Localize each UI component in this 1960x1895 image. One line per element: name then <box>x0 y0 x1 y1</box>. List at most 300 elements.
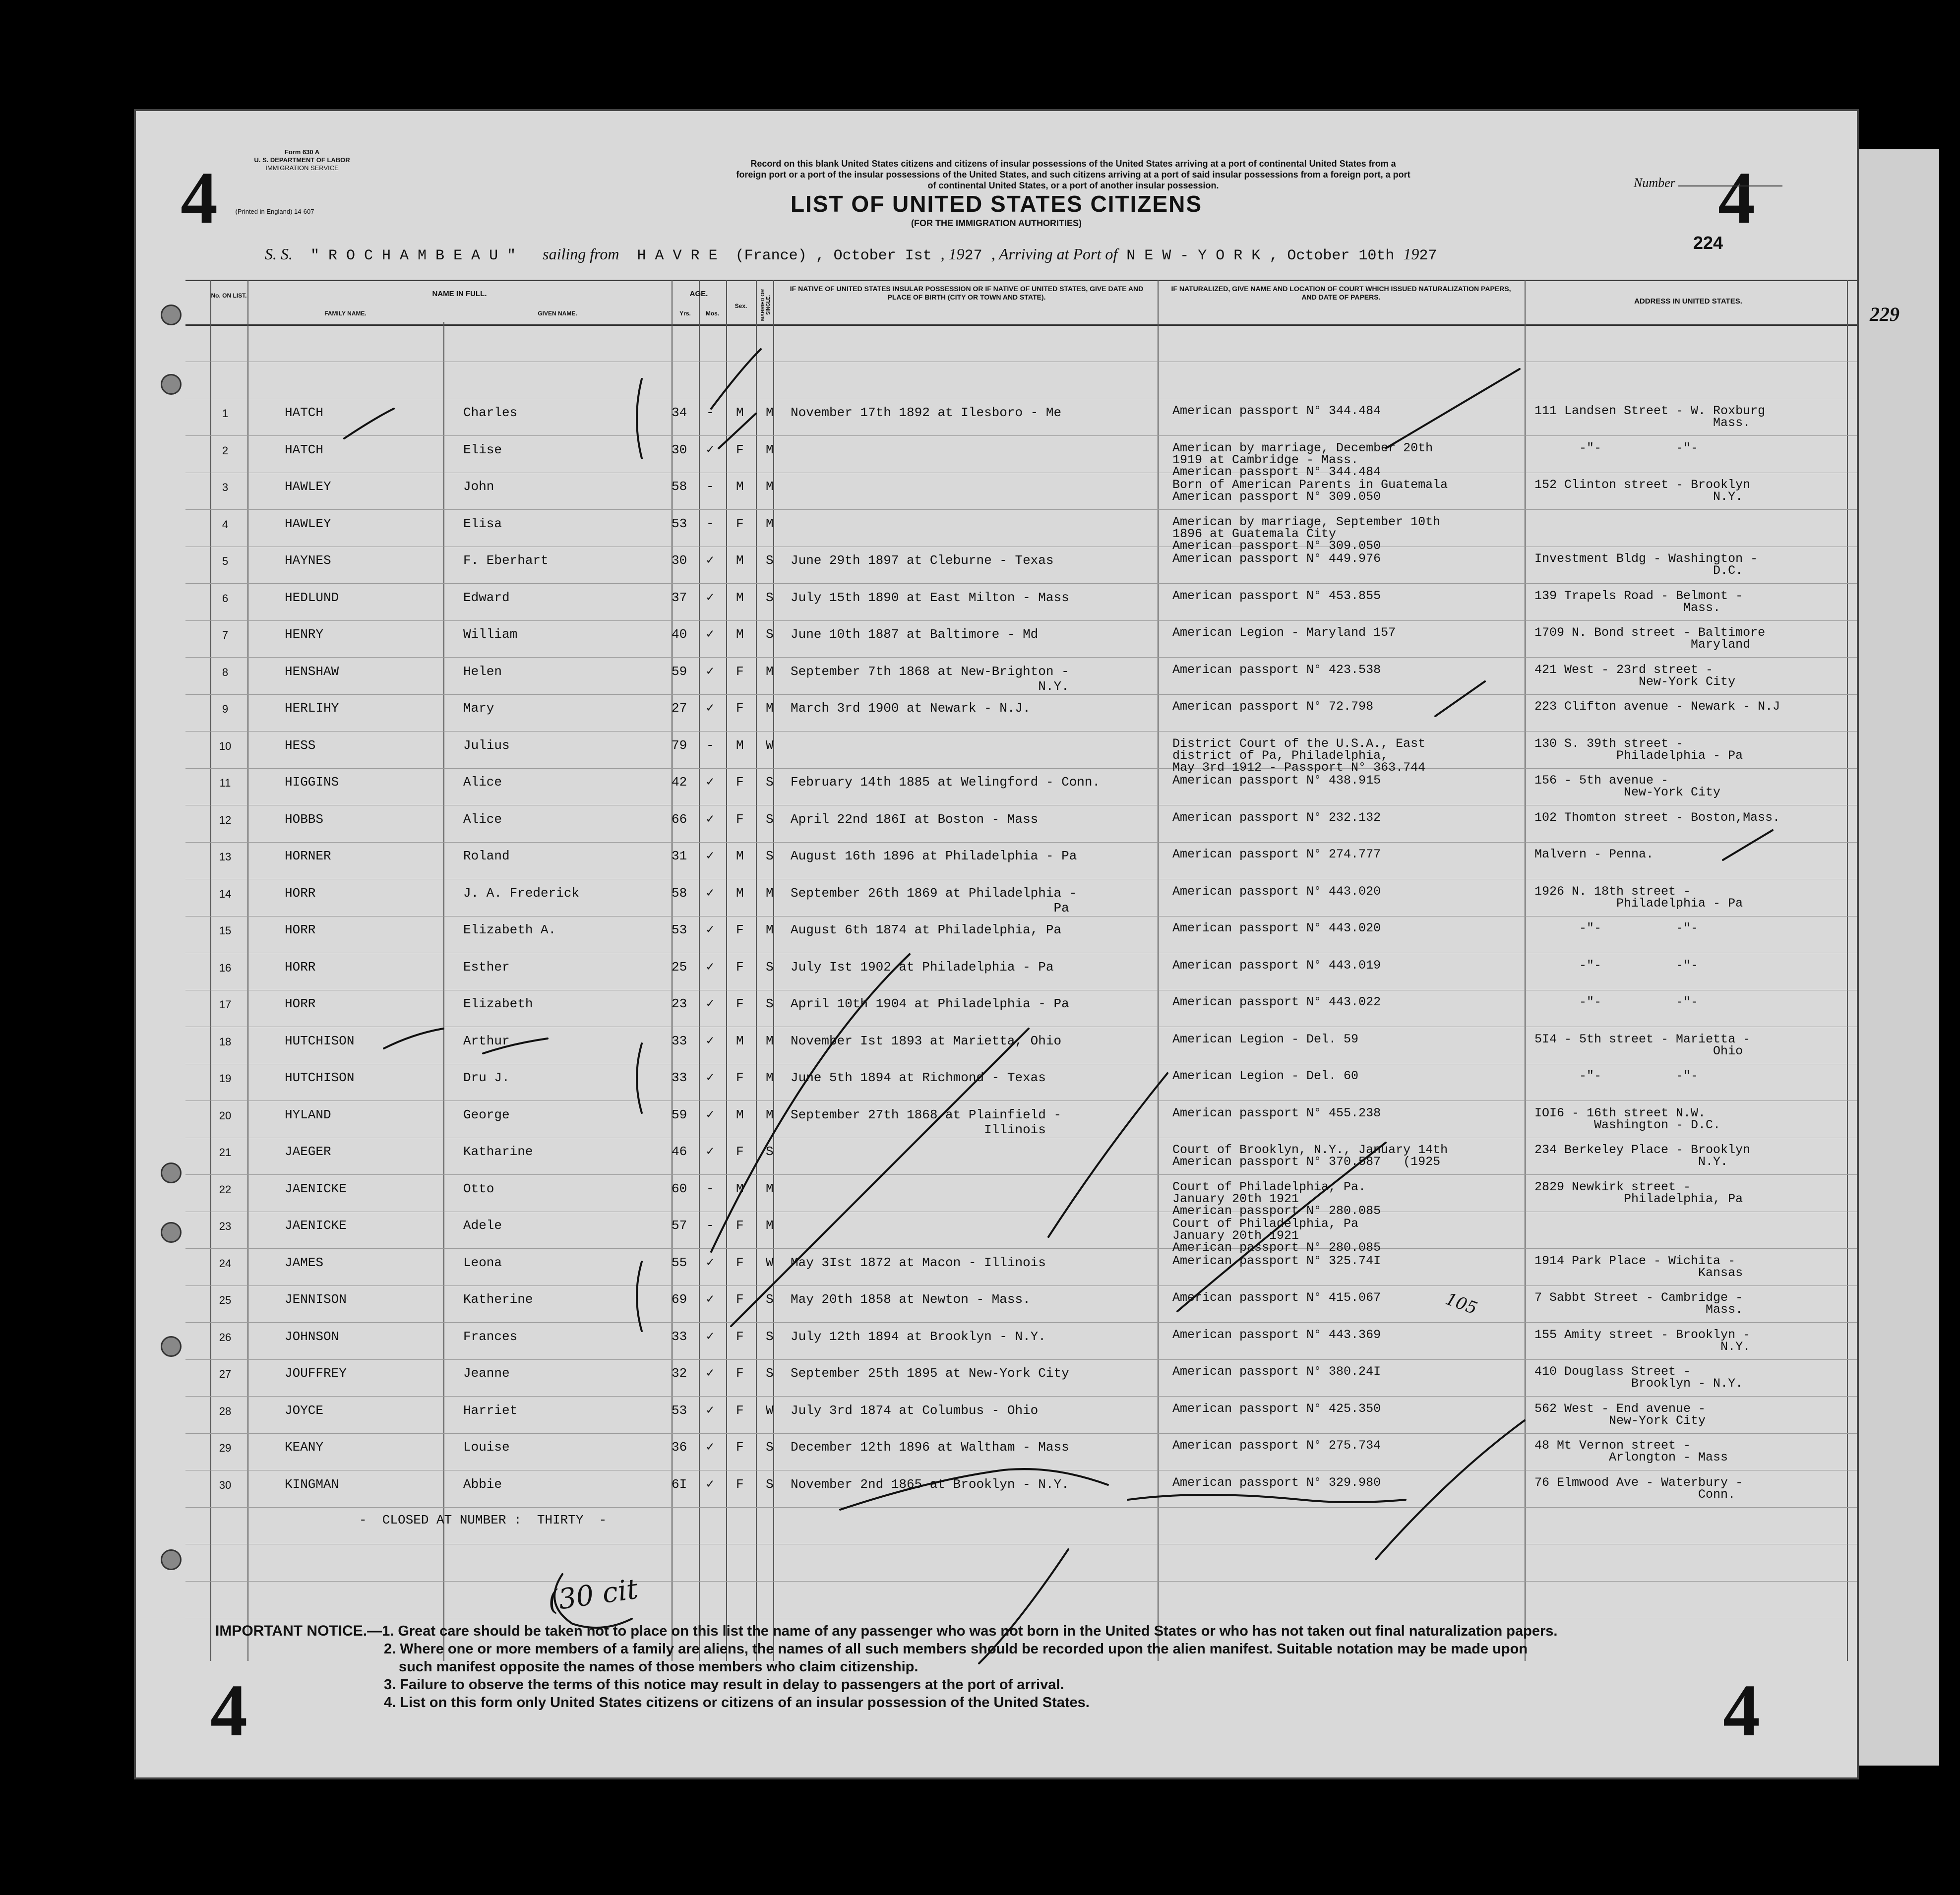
marital-status: M <box>766 1218 774 1233</box>
marital-status: M <box>766 1033 774 1048</box>
naturalization-info: American passport N° 455.238 <box>1172 1105 1381 1120</box>
birth-info: June 29th 1897 at Cleburne - Texas <box>791 553 1054 568</box>
age-years: 57 <box>672 1218 687 1233</box>
sex: F <box>736 442 744 457</box>
family-name: HYLAND <box>285 1107 331 1122</box>
given-name: Harriet <box>463 1403 518 1418</box>
given-name: F. Eberhart <box>463 553 549 568</box>
row-number: 5 <box>222 555 229 567</box>
family-name: HORR <box>285 996 316 1011</box>
birth-info: August 6th 1874 at Philadelphia, Pa <box>791 922 1062 937</box>
naturalization-info: American passport N° 232.132 <box>1172 810 1381 825</box>
age-months-mark: ✓ <box>706 922 714 937</box>
naturalization-info: Court of Philadelphia, Pa. January 20th 1921 American passport N° 280.085 <box>1172 1179 1381 1218</box>
age-months-mark: ✓ <box>706 1476 714 1492</box>
us-address: 1709 N. Bond street - Baltimore Maryland <box>1534 625 1766 652</box>
age-months-mark: ✓ <box>706 701 714 716</box>
header-instruction-line: of continental United States, or a port of another insular possession. <box>927 181 1219 190</box>
side-stamp: 229 <box>1870 303 1899 325</box>
family-name: HATCH <box>285 442 324 457</box>
age-years: 27 <box>672 701 687 716</box>
page-stamp: 224 <box>1693 233 1723 253</box>
age-years: 58 <box>672 479 687 494</box>
age-years: 33 <box>672 1070 687 1085</box>
us-address: -"- -"- <box>1534 958 1699 973</box>
birth-info: November 2nd 1865 at Brooklyn - N.Y. <box>791 1476 1069 1492</box>
given-name: George <box>463 1107 510 1122</box>
birth-info: September 7th 1868 at New-Brighton - N.Y. <box>791 664 1069 694</box>
arrival-year: 27 <box>1419 247 1437 264</box>
age-months-mark: ✓ <box>706 1033 714 1048</box>
arrival-date: , October 10th <box>1269 247 1395 264</box>
naturalization-info: District Court of the U.S.A., East district of Pa, Philadelphia, May 3rd 1912 - Passport N° 363.744 <box>1172 736 1426 775</box>
naturalization-info: American passport N° 275.734 <box>1172 1438 1381 1453</box>
notice-item-4: 4. List on this form only United States citizens or citizens of an insular possession of the United States. <box>384 1695 1090 1711</box>
family-name: HAWLEY <box>285 479 331 494</box>
naturalization-info: American passport N° 443.020 <box>1172 921 1381 935</box>
naturalization-info: American passport N° 443.369 <box>1172 1327 1381 1342</box>
family-name: JOYCE <box>285 1403 324 1418</box>
us-address: 2829 Newkirk street - Philadelphia, Pa <box>1534 1179 1743 1206</box>
us-address: 562 West - End avenue - New-York City <box>1534 1401 1706 1428</box>
age-years: 33 <box>672 1033 687 1048</box>
given-name: Esther <box>463 959 510 975</box>
us-address: Investment Bldg - Washington - D.C. <box>1534 551 1758 578</box>
us-address: 152 Clinton street - Brooklyn N.Y. <box>1534 478 1751 504</box>
age-months-mark: - <box>706 405 714 420</box>
marital-status: M <box>766 885 774 901</box>
given-name: Roland <box>463 849 510 863</box>
age-years: 60 <box>672 1181 687 1196</box>
age-months-mark: ✓ <box>706 1144 714 1159</box>
page-subtitle: (FOR THE IMMIGRATION AUTHORITIES) <box>911 218 1082 228</box>
col-given: GIVEN NAME. <box>538 310 577 317</box>
naturalization-info: American passport N° 325.74I <box>1172 1253 1381 1268</box>
row-number: 15 <box>219 924 232 937</box>
naturalization-info: American passport N° 380.24I <box>1172 1364 1381 1379</box>
notice-lead: IMPORTANT NOTICE.— <box>215 1623 382 1639</box>
us-address: 130 S. 39th street - Philadelphia - Pa <box>1534 736 1743 763</box>
row-number: 30 <box>219 1478 232 1491</box>
marital-status: M <box>766 516 774 531</box>
row-number: 1 <box>222 407 229 420</box>
age-months-mark: - <box>706 1181 714 1196</box>
marital-status: S <box>766 553 774 568</box>
naturalization-info: American passport N° 443.019 <box>1172 958 1381 973</box>
given-name: Mary <box>463 701 494 716</box>
naturalization-info: American by marriage, September 10th 1896 at Guatemala City American passport N° 309.050 <box>1172 514 1441 553</box>
important-notice <box>215 1622 1852 1712</box>
sex: F <box>736 516 744 531</box>
form-number: Form 630 A <box>284 148 320 156</box>
sex: F <box>736 701 744 716</box>
age-years: 59 <box>672 664 687 679</box>
age-years: 59 <box>672 1107 687 1122</box>
family-name: HENSHAW <box>285 664 339 679</box>
age-months-mark: ✓ <box>706 1366 714 1381</box>
birth-info: September 27th 1868 at Plainfield - Illinois <box>791 1107 1062 1137</box>
us-address: IOI6 - 16th street N.W. Washington - D.C. <box>1534 1105 1721 1132</box>
arriving-label: , Arriving at Port of <box>991 245 1118 263</box>
notice-item-1: 1. Great care should be taken not to place on this list the name of any passenger who was not born in the United States or who has not taken out final naturalization papers. <box>382 1623 1558 1639</box>
row-number: 16 <box>219 961 232 974</box>
marital-status: M <box>766 1181 774 1196</box>
age-years: 33 <box>672 1329 687 1344</box>
naturalization-info: American Legion - Del. 59 <box>1172 1032 1359 1046</box>
corner-number-top-left: 4 <box>181 157 218 239</box>
row-number: 25 <box>219 1294 232 1306</box>
birth-info: September 26th 1869 at Philadelphia - Pa <box>791 885 1077 916</box>
marital-status: S <box>766 996 774 1011</box>
col-family: FAMILY NAME. <box>324 310 367 317</box>
row-number: 21 <box>219 1146 232 1159</box>
col-married: MARRIED OR SINGLE. <box>760 289 771 321</box>
age-months-mark: ✓ <box>706 1070 714 1085</box>
age-months-mark: ✓ <box>706 590 714 605</box>
marital-status: S <box>766 627 774 642</box>
sex: F <box>736 1476 744 1492</box>
sex: M <box>736 1181 744 1196</box>
naturalization-info: American passport N° 453.855 <box>1172 588 1381 603</box>
notice-item-2-cont: such manifest opposite the names of those members who claim citizenship. <box>399 1659 919 1675</box>
naturalization-info: American passport N° 274.777 <box>1172 847 1381 861</box>
age-months-mark: ✓ <box>706 1403 714 1418</box>
row-number: 17 <box>219 998 232 1011</box>
birth-info: February 14th 1885 at Welingford - Conn. <box>791 775 1101 790</box>
row-number: 19 <box>219 1072 232 1085</box>
row-number: 20 <box>219 1109 232 1122</box>
age-years: 37 <box>672 590 687 605</box>
page-title: LIST OF UNITED STATES CITIZENS <box>790 191 1203 217</box>
marital-status: W <box>766 1403 774 1418</box>
sex: M <box>736 627 744 642</box>
row-number: 4 <box>222 518 229 531</box>
age-months-mark: ✓ <box>706 1107 714 1122</box>
sex: M <box>736 553 744 568</box>
arrival-port: N E W - Y O R K <box>1126 247 1261 264</box>
given-name: Adele <box>463 1218 502 1233</box>
us-address: 102 Thomton street - Boston,Mass. <box>1534 810 1780 825</box>
us-address: -"- -"- <box>1534 1069 1699 1083</box>
handwriting-layer <box>136 111 1857 1777</box>
given-name: Dru J. <box>463 1070 510 1085</box>
sex: F <box>736 775 744 790</box>
birth-info: September 25th 1895 at New-York City <box>791 1366 1069 1381</box>
family-name: JOHNSON <box>285 1329 339 1344</box>
department-name: U. S. DEPARTMENT OF LABOR <box>254 156 350 164</box>
handwritten-count: (30 cit <box>546 1573 640 1618</box>
us-address: 111 Landsen Street - W. Roxburg Mass. <box>1534 404 1766 430</box>
col-no: No. ON LIST. <box>211 292 247 299</box>
age-months-mark: - <box>706 1218 714 1233</box>
given-name: John <box>463 479 494 494</box>
row-number: 2 <box>222 444 229 457</box>
family-name: HAWLEY <box>285 516 331 531</box>
sex: M <box>736 405 744 420</box>
sex: M <box>736 737 744 753</box>
row-number: 14 <box>219 887 232 900</box>
us-address: 48 Mt Vernon street - Arlongton - Mass <box>1534 1438 1728 1465</box>
age-months-mark: - <box>706 479 714 494</box>
row-number: 29 <box>219 1442 232 1454</box>
age-years: 32 <box>672 1366 687 1381</box>
age-years: 23 <box>672 996 687 1011</box>
sex: F <box>736 1218 744 1233</box>
family-name: HIGGINS <box>285 775 339 790</box>
family-name: HERLIHY <box>285 701 339 716</box>
family-name: JAENICKE <box>285 1181 347 1196</box>
service-name: IMMIGRATION SERVICE <box>265 164 339 172</box>
row-number: 8 <box>222 666 229 678</box>
age-years: 79 <box>672 737 687 753</box>
us-address: -"- -"- <box>1534 921 1699 935</box>
sex: M <box>736 1107 744 1122</box>
age-years: 31 <box>672 849 687 863</box>
us-address: 156 - 5th avenue - New-York City <box>1534 773 1721 799</box>
given-name: Elizabeth A. <box>463 922 556 937</box>
age-months-mark: - <box>706 737 714 753</box>
departure-port: H A V R E <box>637 247 718 264</box>
ship-name: " R O C H A M B E A U " <box>310 247 516 264</box>
naturalization-info: American passport N° 72.798 <box>1172 699 1374 714</box>
given-name: Leona <box>463 1255 502 1270</box>
marital-status: M <box>766 1107 774 1122</box>
sex: F <box>736 996 744 1011</box>
marital-status: M <box>766 442 774 457</box>
birth-info: July Ist 1902 at Philadelphia - Pa <box>791 959 1054 975</box>
row-number: 12 <box>219 813 232 826</box>
family-name: JAMES <box>285 1255 324 1270</box>
row-number: 7 <box>222 629 229 641</box>
col-sex: Sex. <box>735 303 747 309</box>
row-number: 3 <box>222 481 229 493</box>
given-name: Edward <box>463 590 510 605</box>
age-years: 53 <box>672 1403 687 1418</box>
given-name: Frances <box>463 1329 518 1344</box>
age-years: 36 <box>672 1440 687 1455</box>
age-months-mark: ✓ <box>706 885 714 901</box>
given-name: Alice <box>463 775 502 790</box>
naturalization-info: American passport N° 425.350 <box>1172 1401 1381 1416</box>
given-name: Julius <box>463 737 510 753</box>
col-naturalized: IF NATURALIZED, GIVE NAME AND LOCATION OF COURT WHICH ISSUED NATURALIZATION PAPERS, AND DATE OF PAPERS. <box>1171 285 1511 301</box>
age-years: 58 <box>672 885 687 901</box>
family-name: HESS <box>285 737 316 753</box>
col-address: ADDRESS IN UNITED STATES. <box>1634 297 1742 306</box>
naturalization-info: Court of Brooklyn, N.Y., January 14th American passport N° 370.587 (1925 <box>1172 1143 1448 1169</box>
sailing-label: sailing from <box>543 245 619 263</box>
family-name: HUTCHISON <box>285 1033 355 1048</box>
age-years: 46 <box>672 1144 687 1159</box>
given-name: Helen <box>463 664 502 679</box>
birth-info: July 15th 1890 at East Milton - Mass <box>791 590 1069 605</box>
row-number: 26 <box>219 1331 232 1344</box>
marital-status: S <box>766 1144 774 1159</box>
corner-number-bottom-right: 4 <box>1723 1669 1760 1752</box>
sex: F <box>736 1440 744 1455</box>
naturalization-info: American passport N° 344.484 <box>1172 404 1381 418</box>
age-months-mark: ✓ <box>706 1329 714 1344</box>
age-years: 55 <box>672 1255 687 1270</box>
row-number: 28 <box>219 1405 232 1417</box>
col-months: Mos. <box>705 310 720 317</box>
naturalization-info: Born of American Parents in Guatemala American passport N° 309.050 <box>1172 478 1448 504</box>
sex: F <box>736 1366 744 1381</box>
year-label: , 19 <box>940 245 965 263</box>
age-months-mark: ✓ <box>706 959 714 975</box>
sex: F <box>736 922 744 937</box>
row-number: 18 <box>219 1035 232 1048</box>
marital-status: S <box>766 775 774 790</box>
row-number: 27 <box>219 1368 232 1380</box>
corner-number-top-right: 4 <box>1718 157 1755 239</box>
us-address: 1914 Park Place - Wichita - Kansas <box>1534 1253 1743 1280</box>
age-years: 30 <box>672 442 687 457</box>
age-months-mark: ✓ <box>706 664 714 679</box>
us-address: 421 West - 23rd street - New-York City <box>1534 662 1736 689</box>
naturalization-info: American passport N° 443.022 <box>1172 995 1381 1009</box>
corner-number-bottom-left: 4 <box>210 1669 247 1752</box>
marital-status: M <box>766 479 774 494</box>
given-name: Katherine <box>463 1292 533 1307</box>
col-name: NAME IN FULL. <box>432 290 487 298</box>
marital-status: S <box>766 1292 774 1307</box>
us-address: 139 Trapels Road - Belmont - Mass. <box>1534 588 1743 615</box>
marital-status: S <box>766 590 774 605</box>
age-months-mark: ✓ <box>706 775 714 790</box>
row-number: 23 <box>219 1220 232 1232</box>
sex: M <box>736 590 744 605</box>
marital-status: S <box>766 1440 774 1455</box>
marital-status: M <box>766 1070 774 1085</box>
notice-item-2: 2. Where one or more members of a family are aliens, the names of all such members should be recorded upon the alien manifest. Suitable notation may be made upon <box>384 1641 1528 1657</box>
age-years: 40 <box>672 627 687 642</box>
age-months-mark: ✓ <box>706 553 714 568</box>
naturalization-info: American passport N° 443.020 <box>1172 884 1381 899</box>
row-number: 9 <box>222 703 229 715</box>
family-name: KEANY <box>285 1440 324 1455</box>
age-months-mark: - <box>706 516 714 531</box>
marital-status: S <box>766 1329 774 1344</box>
family-name: HATCH <box>285 405 324 420</box>
departure-date: , October Ist <box>815 247 932 264</box>
birth-info: May 3Ist 1872 at Macon - Illinois <box>791 1255 1046 1270</box>
us-address: -"- -"- <box>1534 995 1699 1009</box>
us-address: 1926 N. 18th street - Philadelphia - Pa <box>1534 884 1743 911</box>
age-years: 69 <box>672 1292 687 1307</box>
family-name: JENNISON <box>285 1292 347 1307</box>
age-years: 30 <box>672 553 687 568</box>
age-years: 25 <box>672 959 687 975</box>
marital-status: M <box>766 701 774 716</box>
birth-info: December 12th 1896 at Waltham - Mass <box>791 1440 1069 1455</box>
row-number: 10 <box>219 739 232 752</box>
given-name: Elise <box>463 442 502 457</box>
family-name: HEDLUND <box>285 590 339 605</box>
naturalization-info: Court of Philadelphia, Pa January 20th 1921 American passport N° 280.085 <box>1172 1217 1381 1255</box>
sex: F <box>736 811 744 827</box>
marital-status: S <box>766 1366 774 1381</box>
marital-status: M <box>766 664 774 679</box>
given-name: Jeanne <box>463 1366 510 1381</box>
sex: F <box>736 1255 744 1270</box>
departure-year: 27 <box>964 247 982 264</box>
col-age: AGE. <box>689 290 708 298</box>
age-months-mark: ✓ <box>706 1292 714 1307</box>
age-months-mark: ✓ <box>706 627 714 642</box>
naturalization-info: American Legion - Maryland 157 <box>1172 625 1396 640</box>
age-years: 42 <box>672 775 687 790</box>
naturalization-info: American passport N° 449.976 <box>1172 551 1381 566</box>
age-months-mark: ✓ <box>706 849 714 863</box>
us-address: 7 Sabbt Street - Cambridge - Mass. <box>1534 1290 1743 1317</box>
naturalization-info: American passport N° 423.538 <box>1172 662 1381 677</box>
naturalization-info: American passport N° 329.980 <box>1172 1475 1381 1490</box>
marital-status: M <box>766 405 774 420</box>
family-name: HUTCHISON <box>285 1070 355 1085</box>
birth-info: November 17th 1892 at Ilesboro - Me <box>791 405 1062 420</box>
marital-status: S <box>766 1476 774 1492</box>
naturalization-info: American passport N° 438.915 <box>1172 773 1381 788</box>
age-years: 53 <box>672 922 687 937</box>
birth-info: May 20th 1858 at Newton - Mass. <box>791 1292 1031 1307</box>
family-name: HORR <box>285 922 316 937</box>
margin-note: 105 <box>1443 1289 1480 1319</box>
naturalization-info: American Legion - Del. 60 <box>1172 1069 1359 1083</box>
us-address: 234 Berkeley Place - Brooklyn N.Y. <box>1534 1143 1751 1169</box>
sex: M <box>736 479 744 494</box>
given-name: Alice <box>463 811 502 827</box>
sex: F <box>736 1329 744 1344</box>
family-name: HOBBS <box>285 811 324 827</box>
birth-info: April 22nd 186I at Boston - Mass <box>791 811 1039 827</box>
family-name: HORNER <box>285 849 331 863</box>
given-name: Elisa <box>463 516 502 531</box>
given-name: J. A. Frederick <box>463 885 580 901</box>
sex: F <box>736 1070 744 1085</box>
row-number: 13 <box>219 851 232 863</box>
sex: F <box>736 1144 744 1159</box>
marital-status: S <box>766 959 774 975</box>
us-address: 410 Douglass Street - Brooklyn - N.Y. <box>1534 1364 1743 1391</box>
us-address: 223 Clifton avenue - Newark - N.J <box>1534 699 1780 714</box>
given-name: Charles <box>463 405 518 420</box>
family-name: KINGMAN <box>285 1476 339 1492</box>
sex: M <box>736 849 744 863</box>
naturalization-info: American passport N° 415.067 <box>1172 1290 1381 1305</box>
age-years: 34 <box>672 405 687 420</box>
age-years: 6I <box>672 1476 687 1492</box>
family-name: HORR <box>285 885 316 901</box>
naturalization-info: American by marriage, December 20th 1919 at Cambridge - Mass. American passport N° 344.484 <box>1172 440 1433 479</box>
given-name: Katharine <box>463 1144 533 1159</box>
us-address: 76 Elmwood Ave - Waterbury - Conn. <box>1534 1475 1743 1502</box>
us-address: 155 Amity street - Brooklyn - N.Y. <box>1534 1327 1751 1354</box>
age-months-mark: ✓ <box>706 442 714 457</box>
given-name: Arthur <box>463 1033 510 1048</box>
us-address: Malvern - Penna. <box>1534 847 1654 861</box>
birth-info: April 10th 1904 at Philadelphia - Pa <box>791 996 1069 1011</box>
us-address: -"- -"- <box>1534 440 1699 455</box>
given-name: Elizabeth <box>463 996 533 1011</box>
sex: F <box>736 664 744 679</box>
sex: M <box>736 1033 744 1048</box>
row-number: 11 <box>219 777 231 789</box>
row-number: 22 <box>219 1183 232 1196</box>
year-label: 19 <box>1403 245 1419 263</box>
header-instruction-line: foreign port or a port of the insular possessions of the United States, and such citizens arriving at a port of said insular possessions from a foreign port, a port <box>736 170 1410 180</box>
age-months-mark: ✓ <box>706 1440 714 1455</box>
